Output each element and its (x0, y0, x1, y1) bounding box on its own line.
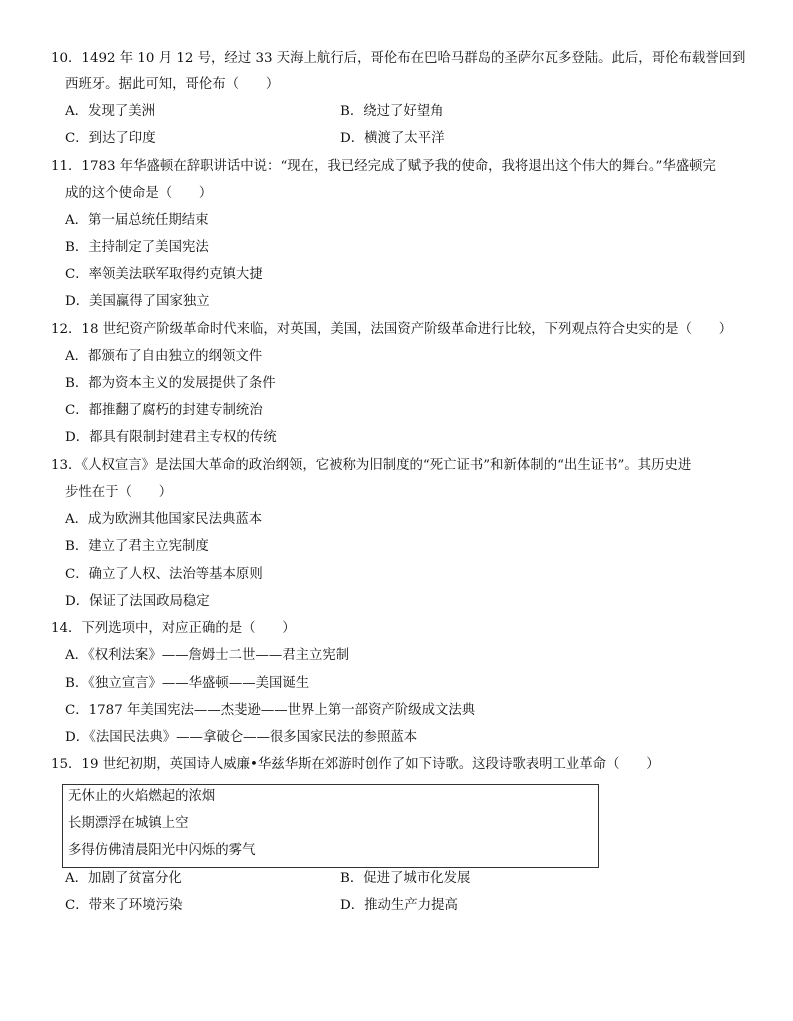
poem-box (62, 784, 599, 868)
question-15-option-c[interactable]: C．带来了环境污染 (65, 898, 183, 913)
question-13-option-a[interactable]: A．成为欧洲其他国家民法典蓝本 (65, 512, 263, 527)
question-15-option-a[interactable]: A．加剧了贫富分化 (65, 871, 182, 886)
question-13-stem-line2: 步性在于（ ） (65, 485, 173, 500)
question-11-option-a[interactable]: A．第一届总统任期结束 (65, 213, 209, 228)
question-12-option-d[interactable]: D．都具有限制封建君主专权的传统 (65, 430, 277, 445)
question-10-stem-line2: 西班牙。据此可知，哥伦布（ ） (65, 77, 280, 92)
question-12-option-a[interactable]: A．都颁布了自由独立的纲领文件 (65, 349, 263, 364)
question-11-option-c[interactable]: C．率领美法联军取得约克镇大捷 (65, 267, 263, 282)
question-13-option-c[interactable]: C．确立了人权、法治等基本原则 (65, 567, 263, 582)
question-13-option-b[interactable]: B．建立了君主立宪制度 (65, 539, 209, 554)
question-15-stem-line1: 15．19 世纪初期，英国诗人威廉•华兹华斯在郊游时创作了如下诗歌。这段诗歌表明工业革命（ ） (51, 757, 660, 772)
poem-line: 多得仿佛清晨阳光中闪烁的雾气 (68, 843, 256, 858)
question-14-option-d[interactable]: D．《法国民法典》——拿破仑——很多国家民法的参照蓝本 (65, 730, 418, 745)
poem-line: 长期漂浮在城镇上空 (68, 816, 189, 831)
question-10-option-c[interactable]: C．到达了印度 (65, 131, 156, 146)
question-12-option-c[interactable]: C．都推翻了腐朽的封建专制统治 (65, 403, 263, 418)
question-15-option-b[interactable]: B．促进了城市化发展 (340, 871, 471, 886)
question-11-option-b[interactable]: B．主持制定了美国宪法 (65, 240, 209, 255)
question-13-option-d[interactable]: D．保证了法国政局稳定 (65, 594, 210, 609)
question-10-option-a[interactable]: A．发现了美洲 (65, 104, 156, 119)
question-14-option-b[interactable]: B．《独立宣言》——华盛顿——美国诞生 (65, 676, 310, 691)
question-10-option-b[interactable]: B．绕过了好望角 (340, 104, 444, 119)
question-15-option-d[interactable]: D．推动生产力提高 (340, 898, 458, 913)
question-11-option-d[interactable]: D．美国赢得了国家独立 (65, 294, 210, 309)
question-12-stem-line1: 12．18 世纪资产阶级革命时代来临，对英国，美国，法国资产阶级革命进行比较，下列观点符合史实的是（ ） (51, 322, 733, 337)
question-14-stem-line1: 14．下列选项中，对应正确的是（ ） (51, 621, 296, 636)
question-14-option-a[interactable]: A．《权利法案》——詹姆士二世——君主立宪制 (65, 648, 350, 663)
question-14-option-c[interactable]: C．1787 年美国宪法——杰斐逊——世界上第一部资产阶级成文法典 (65, 703, 476, 718)
question-13-stem-line1: 13．《人权宣言》是法国大革命的政治纲领，它被称为旧制度的“死亡证书”和新体制的“出生证书”。其历史进 (51, 458, 692, 473)
question-10-option-d[interactable]: D．横渡了太平洋 (340, 131, 445, 146)
poem-line: 无休止的火焰燃起的浓烟 (68, 789, 216, 804)
question-10-stem-line1: 10．1492 年 10 月 12 号，经过 33 天海上航行后，哥伦布在巴哈马群岛的圣萨尔瓦多登陆。此后，哥伦布载誉回到 (51, 51, 746, 66)
question-12-option-b[interactable]: B．都为资本主义的发展提供了条件 (65, 376, 276, 391)
question-11-stem-line1: 11．1783 年华盛顿在辞职讲话中说：“现在，我已经完成了赋予我的使命，我将退出这个伟大的舞台。”华盛顿完 (51, 159, 716, 174)
question-11-stem-line2: 成的这个使命是（ ） (65, 186, 213, 201)
